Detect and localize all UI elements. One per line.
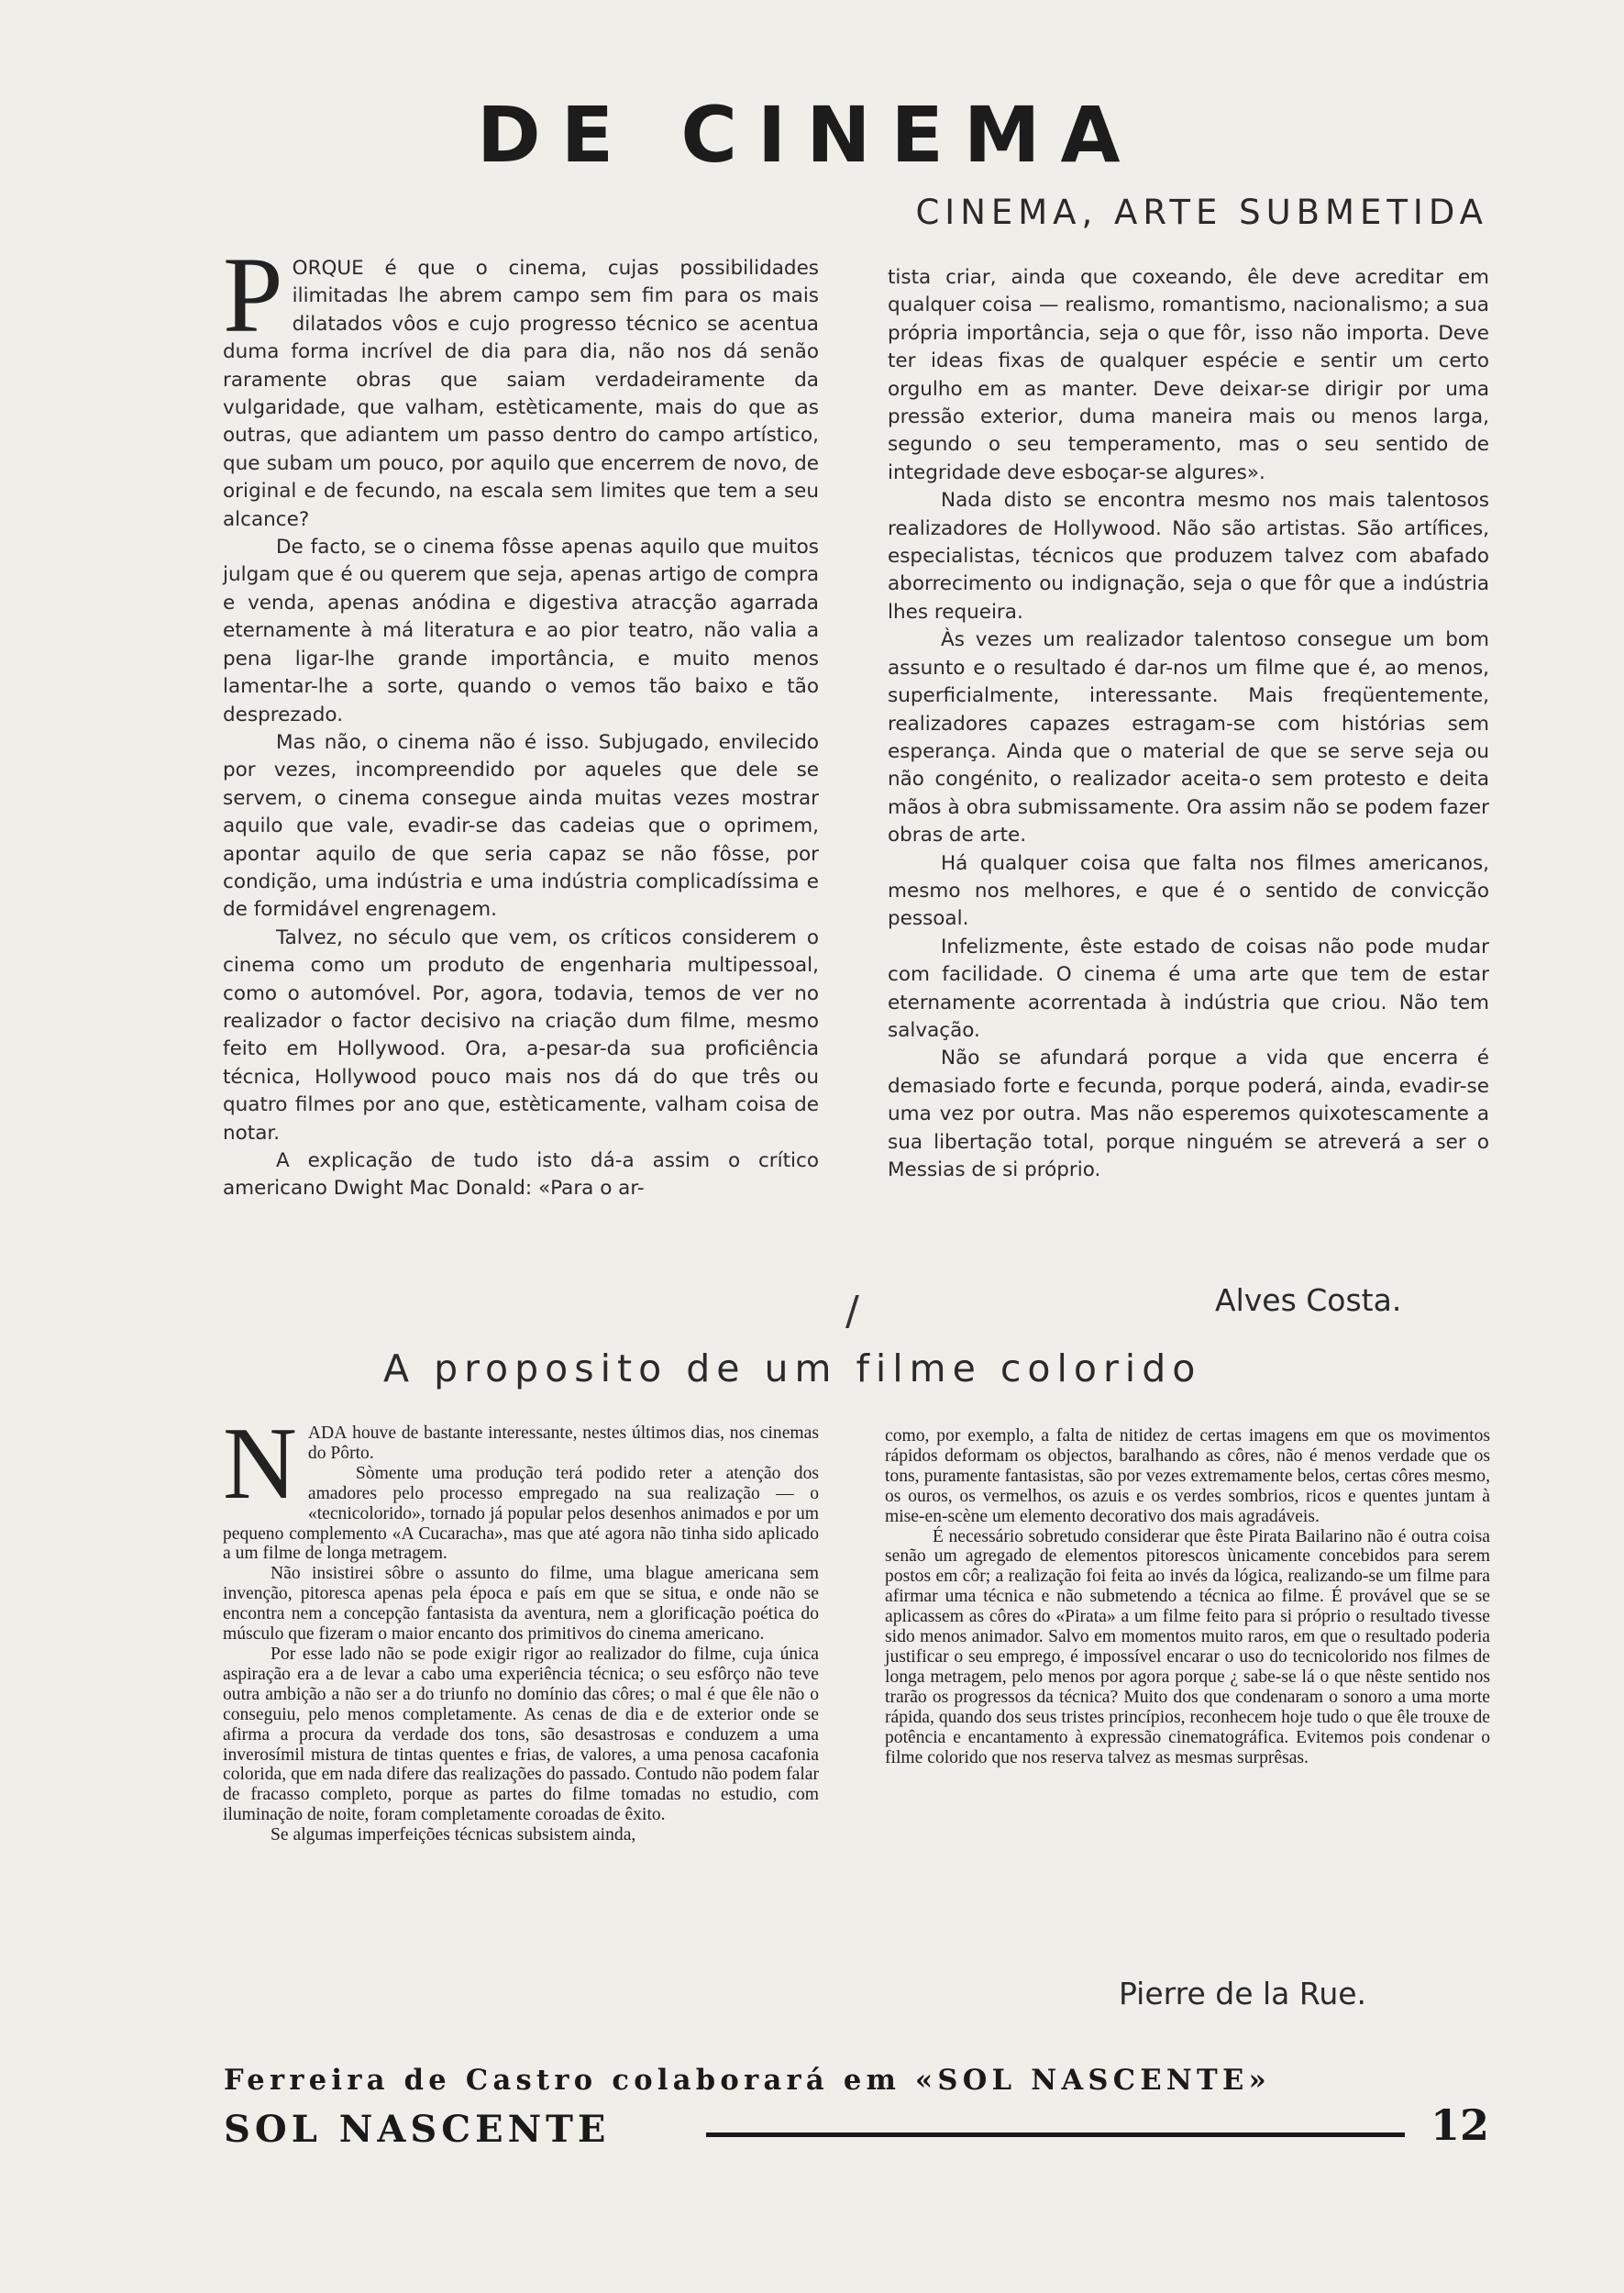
paragraph: A explicação de tudo isto dá-a assim o crítico americano Dwight Mac Donald: «Para o ar-: [223, 1149, 819, 1201]
paragraph: Por esse lado não se pode exigir rigor ao realizador do filme, cuja única aspiração era a de levar a cabo uma experiência técnica; o seu esfôrço não teve outra ambição a não ser a do triunfo no domínio das côres; o mal é que êle não o conseguiu, pelo menos completamente. As cenas de dia e de exterior onde se afirma a procura da verdade dos tons, são desastrosas e conduzem a uma inverosímil mistura de tintas quentes e frias, de valores, a uma penosa cacafonia colorida, que em nada difere das realizações do passado. Contudo não podem falar de fracasso completo, porque as partes do filme tomadas no estudio, com iluminação de noite, foram completamente coroadas de êxito.: [223, 1644, 819, 1825]
paragraph-text: é que o cinema, cujas possibilidades ilimitadas lhe abrem campo sem fim para os mais dilatados vôos e cujo progresso técnico se acentua duma forma incrível de dia para dia, não nos dá senão raramente obras que saiam verdadeiramente da vulgaridade, que valham, estèticamente, mais do que as outras, que adiantem um passo dentro do campo artístico, que subam um pouco, por aquilo que encerrem de novo, de original e de fecundo, na escala sem limites que tem a seu alcance?: [223, 257, 819, 531]
article1-right-column: [888, 264, 1489, 1184]
paragraph: Infelizmente, êste estado de coisas não pode mudar com facilidade. O cinema é uma arte que tem de estar eternamente acorrentada à indústria que criou. Não tem salvação.: [888, 935, 1489, 1042]
paragraph: Há qualquer coisa que falta nos filmes americanos, mesmo nos melhores, e que é o sentido de convicção pessoal.: [888, 851, 1489, 931]
paragraph: De facto, se o cinema fôsse apenas aquilo que muitos julgam que é ou querem que seja, apenas artigo de compra e venda, apenas anódina e digestiva atracção agarrada eternamente à má literatura e ao pior teatro, não valia a pena ligar-lhe grande importância, e muito menos lamentar-lhe a sorte, quando o vemos tão baixo e tão desprezado.: [223, 536, 819, 726]
page-number: 12: [1431, 2100, 1490, 2150]
slash-mark: /: [845, 1288, 859, 1335]
author-signature: Pierre de la Rue.: [1119, 1976, 1367, 2011]
paragraph: Se algumas imperfeições técnicas subsistem ainda,: [271, 1825, 636, 1845]
drop-cap: P: [223, 235, 283, 355]
section-title: DE CINEMA: [477, 90, 1141, 180]
article1-left-column: [223, 235, 819, 1203]
paragraph: Não insistirei sôbre o assunto do filme, uma blague americana sem invenção, pitoresca apenas pela época e país em que se situa, e onde não se encontra nem a concepção fantasista da aventura, nem a glorificação poética do músculo que fizeram o maior encanto dos primitivos do cinema americano.: [223, 1564, 819, 1645]
paragraph: Às vezes um realizador talentoso consegue um bom assunto e o resultado é dar-nos um filme que é, ao menos, superficialmente, interessante. Mais freqüentemente, realizadores capazes estragam-se com histórias sem esperança. Ainda que o material de que se serve seja ou não congénito, o realizador aceita-o sem protesto e deita mãos à obra submissamente. Ora assim não se podem fazer obras de arte.: [888, 628, 1489, 847]
paragraph: Sòmente uma produção terá podido reter a atenção dos amadores pelo processo empregado na sua realização — o «tecnicolorido», tornado já popular pelos desenhos animados e por um pequeno complemento «A Cucaracha», mas que até agora não tinha sido aplicado a um filme de longa metragem.: [223, 1463, 819, 1564]
paragraph: É necessário sobretudo considerar que êste Pirata Bailarino não é outra coisa senão um agregado de elementos pitorescos ùnicamente concebidos para serem postos em côr; a realização foi feita ao invés da lógica, realizando-se um filme para afirmar uma técnica e não submetendo a técnica ao filme. É provável que se se aplicassem as côres do «Pirata» a um filme feito para si próprio o resultado tivesse sido menos animador. Salvo em momentos muito raros, em que o resultado poderia justificar o seu emprego, é impossível encarar o uso do tecnicolorido nos filmes de longa metragem, pelo menos por agora porque ¿ sabe-se lá o que nêste sentido nos trarão os progressos da técnica? Muito dos que condenaram o sonoro a uma morte rápida, quando dos seus tristes princípios, reconhecem hoje tudo o que êle trouxe de potência e encantamento à expressão cinematográfica. Evitemos pois condenar o filme colorido que nos reserva talvez as mesmas surprêsas.: [885, 1526, 1490, 1767]
footer-rule: [706, 2132, 1405, 2137]
article2-left-column: [223, 1407, 819, 1845]
article1-first-paragraph: [223, 235, 819, 534]
publication-name: SOL NASCENTE: [224, 2108, 611, 2151]
paragraph: tista criar, ainda que coxeando, êle deve acreditar em qualquer coisa — realismo, romantismo, nacionalismo; a sua própria importância, seja o que fôr, isso não importa. Deve ter ideas fixas de qualquer espécie e sentir um certo orgulho em as manter. Deve deixar-se dirigir por uma pressão exterior, duma maneira mais ou menos larga, segundo o seu temperamento, mas o seu sentido de integridade deve esboçar-se algures».: [888, 266, 1489, 484]
paragraph: Não se afundará porque a vida que encerra é demasiado forte e fecunda, porque poderá, ainda, evadir-se uma vez por outra. Mas não esperemos quixotescamente a sua libertação total, porque ninguém se atreverá a ser o Messias de si próprio.: [888, 1047, 1489, 1181]
article-title: CINEMA, ARTE SUBMETIDA: [915, 193, 1488, 232]
lead-in-text: ADA: [307, 1423, 348, 1443]
paragraph: como, por exemplo, a falta de nitidez de certas imagens em que os movimentos rápidos deformam os objectos, baralhando as côres, não é menos verdade que os tons, puramente fantasistas, são por vezes extremamente belos, certas côres mesmo, os ouros, os vermelhos, os azuis e os verdes sombrios, ricos e quentes juntam à mise-en-scène um elemento decorativo dos mais agradáveis.: [885, 1426, 1490, 1526]
paragraph: Nada disto se encontra mesmo nos mais talentosos realizadores de Hollywood. Não são artistas. São artífices, especialistas, técnicos que produzem talvez com abafado aborrecimento ou indignação, seja o que fôr que a indústria lhes requeira.: [888, 489, 1489, 624]
lead-in-text: ORQUE: [292, 257, 364, 280]
drop-cap: N: [223, 1407, 297, 1521]
paragraph: Mas não, o cinema não é isso. Subjugado, envilecido por vezes, incompreendido por aqueles que dele se servem, o cinema consegue ainda muitas vezes mostrar aquilo que vale, evadir-se das cadeias que o oprimem, apontar aquilo de que seria capaz se não fôsse, por condição, uma indústria e uma indústria complicadíssima e de formidável engrenagem.: [223, 730, 819, 922]
article2-title: A proposito de um filme colorido: [383, 1346, 1202, 1390]
author-signature: Alves Costa.: [1215, 1282, 1402, 1318]
paragraph-text: houve de bastante interessante, nestes últimos dias, nos cinemas do Pôrto.: [307, 1423, 819, 1463]
article2-right-column: [885, 1426, 1490, 1767]
paragraph: Talvez, no século que vem, os críticos considerem o cinema como um produto de engenharia multipessoal, como o automóvel. Por, agora, todavia, temos de ver no realizador o factor decisivo na criação dum filme, mesmo feito em Hollywood. Ora, a-pesar-da sua proficiência técnica, Hollywood pouco mais nos dá do que três ou quatro filmes por ano que, estèticamente, valham coisa de notar.: [223, 925, 819, 1145]
announcement-banner: Ferreira de Castro colaborará em «SOL NASCENTE»: [224, 2064, 1271, 2097]
